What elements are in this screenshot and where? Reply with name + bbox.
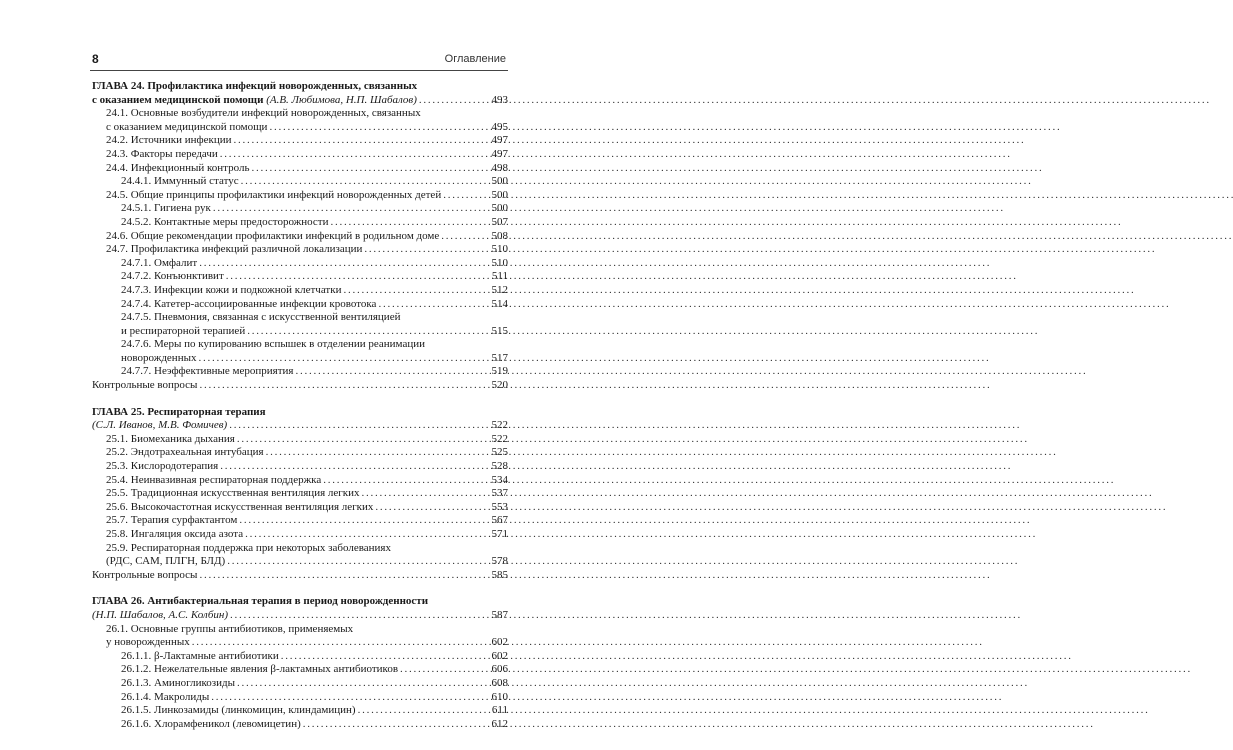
dot-leader	[237, 677, 489, 691]
toc-entry-line	[92, 446, 508, 460]
dot-leader	[281, 650, 490, 664]
dot-leader	[230, 609, 489, 623]
chapter-section	[92, 595, 508, 731]
toc-entry-text: 25.4. Неинвазивная респираторная поддержка	[106, 473, 322, 486]
toc-entry-line	[92, 230, 508, 244]
chapter-title: ГЛАВА 25. Респираторная терапия	[92, 405, 266, 418]
page-ref: 497	[491, 134, 508, 147]
toc-entry-text: 25.1. Биомеханика дыхания	[106, 432, 235, 445]
toc-entry-text: 24.7.4. Катетер-ассоциированные инфекции кровотока	[121, 297, 377, 310]
chapter-authors: (Н.П. Шабалов, А.С. Колбин)	[92, 608, 229, 621]
toc-entry-text: 24.7. Профилактика инфекций различной локализации	[106, 243, 363, 256]
page-ref: 497	[491, 147, 508, 160]
page-ref: 510	[491, 243, 508, 256]
page-ref: 510	[491, 256, 508, 269]
toc-entry-text: 24.7.2. Конъюнктивит	[121, 270, 224, 283]
dot-leader	[237, 433, 490, 447]
toc-entry-line	[92, 365, 508, 379]
dot-leader	[211, 691, 489, 705]
toc-entry-line	[92, 134, 508, 148]
table-of-contents	[92, 80, 508, 744]
toc-entry-text: и респираторной терапией	[121, 324, 246, 337]
page-ref: 508	[491, 229, 508, 242]
dot-leader	[443, 189, 489, 203]
toc-entry-text: 24.5. Общие принципы профилактики инфекций новорожденных детей	[106, 188, 442, 201]
page-ref: 515	[491, 324, 508, 337]
toc-entry-line	[92, 718, 508, 732]
toc-entry-text: 25.7. Терапия сурфактантом	[106, 514, 238, 527]
page-ref: 493	[491, 93, 508, 106]
chapter-authors: (А.В. Любимова, Н.П. Шабалов)	[266, 93, 417, 106]
page-ref: 534	[491, 473, 508, 486]
toc-entry-line	[92, 202, 508, 216]
toc-entry-line	[92, 148, 508, 162]
toc-entry-text: 25.6. Высокочастотная искусственная вентиляция легких	[106, 500, 374, 513]
toc-entry-text: 26.1.2. Нежелательные явления β-лактамных антибиотиков	[121, 663, 399, 676]
toc-entry-text: 24.5.1. Гигиена рук	[121, 202, 211, 215]
page-ref: 612	[491, 717, 508, 730]
toc-entry-text: 24.7.6. Меры по купированию вспышек в отделении реанимации	[121, 338, 425, 351]
chapter-authors-line	[92, 609, 508, 623]
dot-leader	[364, 243, 489, 257]
toc-entry-text: 26.1.4. Макролиды	[121, 690, 210, 703]
toc-entry-text: (РДС, САМ, ПЛГН, БЛД)	[106, 555, 226, 568]
chapter-authors: (С.Л. Иванов, М.В. Фомичев)	[92, 419, 228, 432]
page-ref: 611	[491, 704, 508, 717]
running-head: Оглавление	[444, 53, 506, 65]
toc-entry-text: 25.9. Респираторная поддержка при некоторых заболеваниях	[106, 541, 391, 554]
toc-entry-text: 24.7.1. Омфалит	[121, 256, 198, 269]
toc-entry-line	[92, 338, 508, 352]
toc-entry-text: с оказанием медицинской помощи	[106, 120, 268, 133]
page-ref: 608	[491, 676, 508, 689]
toc-entry-text: 25.5. Традиционная искусственная вентиляция легких	[106, 487, 360, 500]
chapter-title-text	[92, 94, 417, 108]
toc-entry-text: новорожденных	[121, 351, 197, 364]
dot-leader	[192, 636, 490, 650]
page-ref: 517	[491, 351, 508, 364]
page-ref: 500	[491, 188, 508, 201]
toc-entry-text: 24.1. Основные возбудители инфекций новорожденных, связанных	[106, 107, 421, 120]
page-ref: 602	[491, 636, 508, 649]
chapter-authors-line	[92, 419, 508, 433]
toc-entry-line	[92, 379, 508, 393]
dot-leader	[358, 704, 490, 718]
dot-leader	[375, 501, 489, 515]
toc-entry-line	[92, 623, 508, 637]
dot-leader	[266, 446, 490, 460]
dot-leader	[303, 718, 490, 732]
toc-entry-text: 26.1.1. β-Лактамные антибиотики	[121, 649, 279, 662]
page-ref: 520	[491, 379, 508, 392]
dot-leader	[251, 162, 489, 176]
toc-entry-line	[92, 175, 508, 189]
chapter-section	[92, 80, 508, 393]
dot-leader	[241, 175, 490, 189]
toc-entry-text: 25.2. Эндотрахеальная интубация	[106, 446, 264, 459]
toc-entry-line	[92, 162, 508, 176]
toc-entry-line	[92, 257, 508, 271]
dot-leader	[331, 216, 490, 230]
toc-entry-text: 24.6. Общие рекомендации профилактики инфекций в родильном доме	[106, 229, 440, 242]
page-ref: 500	[491, 202, 508, 215]
dot-leader	[343, 284, 489, 298]
page-ref: 571	[491, 528, 508, 540]
page-number: 8	[92, 52, 99, 66]
dot-leader	[226, 270, 490, 284]
page-ref: 606	[491, 663, 508, 676]
page-ref: 610	[491, 690, 508, 703]
toc-entry-line	[92, 514, 508, 528]
dot-leader	[269, 121, 489, 135]
toc-entry-line	[92, 433, 508, 447]
toc-entry-line	[92, 284, 508, 298]
toc-entry-line	[92, 474, 508, 488]
toc-entry-line	[92, 501, 508, 515]
dot-leader	[239, 514, 489, 528]
toc-entry-text: 26.1. Основные группы антибиотиков, применяемых	[106, 622, 354, 635]
page-ref: 522	[491, 419, 508, 432]
dot-leader	[419, 94, 490, 108]
toc-entry-text: 24.7.7. Неэффективные мероприятия	[121, 365, 294, 378]
toc-entry-text: 24.2. Источники инфекции	[106, 134, 232, 147]
toc-entry-line	[92, 121, 508, 135]
toc-entry-text: 24.4.1. Иммунный статус	[121, 175, 239, 188]
toc-entry-line	[92, 555, 508, 569]
dot-leader	[198, 352, 489, 366]
dot-leader	[247, 325, 489, 339]
toc-entry-line	[92, 663, 508, 677]
page-ref: 512	[491, 283, 508, 296]
dot-leader	[441, 230, 489, 244]
chapter-section	[92, 406, 508, 583]
toc-entry-text: 26.1.3. Аминогликозиды	[121, 676, 236, 689]
page-ref: 519	[491, 365, 508, 378]
toc-entry-text: Контрольные вопросы	[92, 568, 198, 581]
page-ref: 587	[491, 608, 508, 621]
page-ref: 498	[491, 161, 508, 174]
toc-entry-text: 25.8. Ингаляция оксида азота	[106, 528, 244, 540]
dot-leader	[378, 298, 489, 312]
page-ref: 514	[491, 297, 508, 310]
page-ref: 525	[491, 446, 508, 459]
toc-entry-line	[92, 270, 508, 284]
page-ref: 522	[491, 432, 508, 445]
dot-leader	[199, 257, 489, 271]
toc-entry-line	[92, 325, 508, 339]
toc-entry-line	[92, 677, 508, 691]
dot-leader	[199, 569, 489, 583]
toc-entry-line	[92, 460, 508, 474]
dot-leader	[220, 148, 490, 162]
toc-entry-line	[92, 216, 508, 230]
toc-entry-text: у новорожденных	[106, 636, 190, 649]
page-ref: 528	[491, 460, 508, 473]
page-ref: 511	[491, 270, 508, 283]
dot-leader	[245, 528, 489, 542]
toc-entry-text: 26.1.6. Хлорамфеникол (левомицетин)	[121, 717, 301, 730]
page-ref: 500	[491, 175, 508, 188]
toc-entry-line	[92, 636, 508, 650]
toc-entry-line	[92, 704, 508, 718]
toc-entry-text: 24.3. Факторы передачи	[106, 147, 218, 160]
dot-leader	[220, 460, 489, 474]
toc-entry-line	[92, 650, 508, 664]
dot-leader	[234, 134, 490, 148]
toc-entry-text: 24.7.3. Инфекции кожи и подкожной клетчатки	[121, 283, 342, 296]
dot-leader	[229, 419, 489, 433]
page-ref: 553	[491, 500, 508, 513]
dot-leader	[323, 474, 489, 488]
toc-entry-text: 24.5.2. Контактные меры предосторожности	[121, 215, 329, 228]
toc-entry-line	[92, 352, 508, 366]
toc-entry-line	[92, 107, 508, 121]
toc-entry-line	[92, 298, 508, 312]
chapter-title: ГЛАВА 24. Профилактика инфекций новорожденных, связанных	[92, 80, 418, 92]
chapter-title-line	[92, 94, 508, 108]
toc-entry-line	[92, 542, 508, 556]
page-ref: 507	[491, 215, 508, 228]
dot-leader	[400, 663, 489, 677]
chapter-title-continuation: с оказанием медицинской помощи	[92, 93, 264, 106]
page-ref: 567	[491, 514, 508, 527]
page-ref: 537	[491, 487, 508, 500]
toc-entry-text: 26.1.5. Линкозамиды (линкомицин, клиндамицин)	[121, 704, 356, 717]
chapter-title: ГЛАВА 26. Антибактериальная терапия в период новорожденности	[92, 595, 429, 608]
toc-entry-line	[92, 243, 508, 257]
toc-entry-line	[92, 311, 508, 325]
toc-entry-text: 24.7.5. Пневмония, связанная с искусственной вентиляцией	[121, 311, 401, 324]
page-ref: 578	[491, 555, 508, 568]
dot-leader	[213, 202, 490, 216]
dot-leader	[295, 365, 489, 379]
toc-entry-text: 24.4. Инфекционный контроль	[106, 161, 250, 174]
toc-entry-line	[92, 189, 508, 203]
dot-leader	[362, 487, 490, 501]
toc-entry-text: Контрольные вопросы	[92, 379, 198, 392]
page-ref: 602	[491, 649, 508, 662]
toc-entry-text: 25.3. Кислородотерапия	[106, 460, 219, 473]
toc-entry-line	[92, 487, 508, 501]
toc-entry-line	[92, 528, 508, 542]
page-header	[90, 50, 508, 71]
dot-leader	[199, 379, 489, 393]
page-ref: 495	[491, 120, 508, 133]
dot-leader	[227, 555, 489, 569]
page-ref: 585	[491, 568, 508, 581]
toc-entry-line	[92, 569, 508, 583]
toc-entry-line	[92, 691, 508, 705]
